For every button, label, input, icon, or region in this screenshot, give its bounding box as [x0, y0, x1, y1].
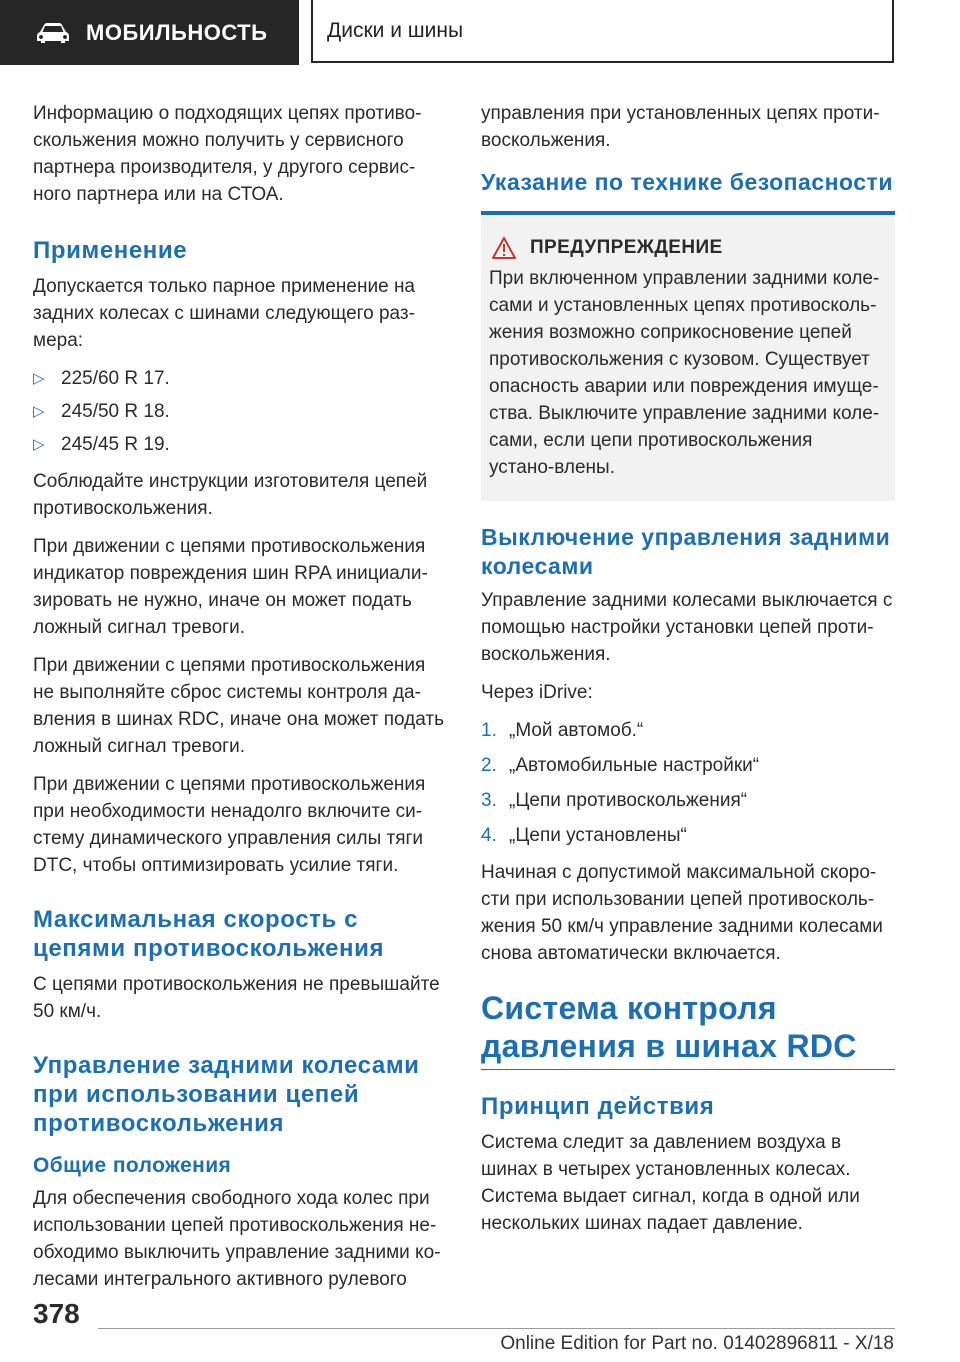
- list-item: 4. „Цепи установлены“: [481, 825, 687, 846]
- heading-rdc-section: Система контроля давления в шинах RDC: [481, 990, 857, 1064]
- divider: [481, 1069, 895, 1070]
- list-item: 3. „Цепи противоскольжения“: [481, 790, 748, 811]
- breadcrumb: [311, 0, 894, 63]
- paragraph: Через iDrive:: [481, 682, 593, 703]
- paragraph: При движении с цепями противоскольжения при необходимости ненадолго включите си-стему динамического управления силы тяги DTC, чтобы оптимизировать усилие тяги.: [33, 774, 426, 876]
- warning-title: ПРЕДУПРЕЖДЕНИЕ: [530, 237, 723, 258]
- intro-paragraph: Информацию о подходящих цепях противо-скольжения можно получить у сервисного партнера производителя, у другого сервис-ного партнера или на СТОА.: [33, 103, 422, 205]
- section-title: МОБИЛЬНОСТЬ: [86, 19, 268, 45]
- left-column: [33, 100, 445, 1304]
- right-column: [481, 100, 895, 1248]
- page-number: 378: [33, 1298, 80, 1329]
- warning-box: [481, 215, 895, 501]
- footer-divider: [98, 1328, 895, 1329]
- heading-rear-steering-off: Выключение управления задними колесами: [481, 524, 891, 579]
- list-item: 1. „Мой автомоб.“: [481, 720, 644, 741]
- list-item: ▷ 225/60 R 17.: [33, 365, 445, 392]
- idrive-steps: [481, 717, 895, 849]
- heading-rear-steering: Управление задними колесами при использовании цепей противоскольжения: [33, 1052, 420, 1137]
- warning-triangle-icon: [492, 237, 516, 259]
- tire-size-list: [33, 365, 445, 458]
- list-item: ▷ 245/45 R 19.: [33, 431, 445, 458]
- heading-general: Общие положения: [33, 1154, 232, 1177]
- paragraph: управления при установленных цепях проти-воскольжения.: [481, 103, 880, 151]
- heading-safety: Указание по технике безопасности: [481, 169, 893, 195]
- heading-max-speed: Максимальная скорость с цепями противоскольжения: [33, 906, 385, 962]
- section-tab: [0, 0, 299, 65]
- triangle-bullet-icon: ▷: [33, 403, 45, 420]
- paragraph: С цепями противоскольжения не превышайте 50 км/ч.: [33, 974, 440, 1022]
- paragraph: При движении с цепями противоскольжения индикатор повреждения шин RPA инициали-зировать не нужно, иначе он может подать ложный сигнал тревоги.: [33, 536, 428, 638]
- footer-edition: Online Edition for Part no. 01402896811 - X/18: [500, 1333, 894, 1354]
- triangle-bullet-icon: ▷: [33, 436, 45, 453]
- paragraph: Начиная с допустимой максимальной скоро-сти при использовании цепей противосколь-жения 50 км/ч управление задними колесами снова автоматически включается.: [481, 862, 883, 964]
- triangle-bullet-icon: ▷: [33, 370, 45, 387]
- heading-principle: Принцип действия: [481, 1093, 715, 1120]
- warning-text: При включенном управлении задними коле-сами и установленных цепях противосколь-жения возможно соприкосновение цепей противоскольжения с кузовом. Существует опасность аварии или повреждения имуще-ства. Выключите управление задними коле-сами, если цепи противоскольжения устано-влены.: [489, 268, 880, 478]
- paragraph: Соблюдайте инструкции изготовителя цепей противоскольжения.: [33, 471, 428, 519]
- paragraph: При движении с цепями противоскольжения не выполняйте сброс системы контроля да-вления в шинах RDC, иначе она может подать ложный сигнал тревоги.: [33, 655, 444, 757]
- paragraph: Управление задними колесами выключается с помощью настройки установки цепей проти-воскольжения.: [481, 590, 893, 665]
- paragraph: Система следит за давлением воздуха в шинах в четырех установленных колесах. Система выдает сигнал, когда в одной или нескольких шинах падает давление.: [481, 1132, 860, 1234]
- usage-paragraph: Допускается только парное применение на задних колесах с шинами следующего раз-мера:: [33, 276, 416, 351]
- car-icon: [36, 22, 70, 44]
- list-item: 2. „Автомобильные настройки“: [481, 755, 760, 776]
- breadcrumb-text: Диски и шины: [327, 18, 464, 42]
- paragraph: Для обеспечения свободного хода колес при использовании цепей противоскольжения не-обходимо выключить управление задними ко-лесами интегрального активного рулевого: [33, 1188, 441, 1290]
- list-item: ▷ 245/50 R 18.: [33, 398, 445, 425]
- heading-usage: Применение: [33, 237, 188, 264]
